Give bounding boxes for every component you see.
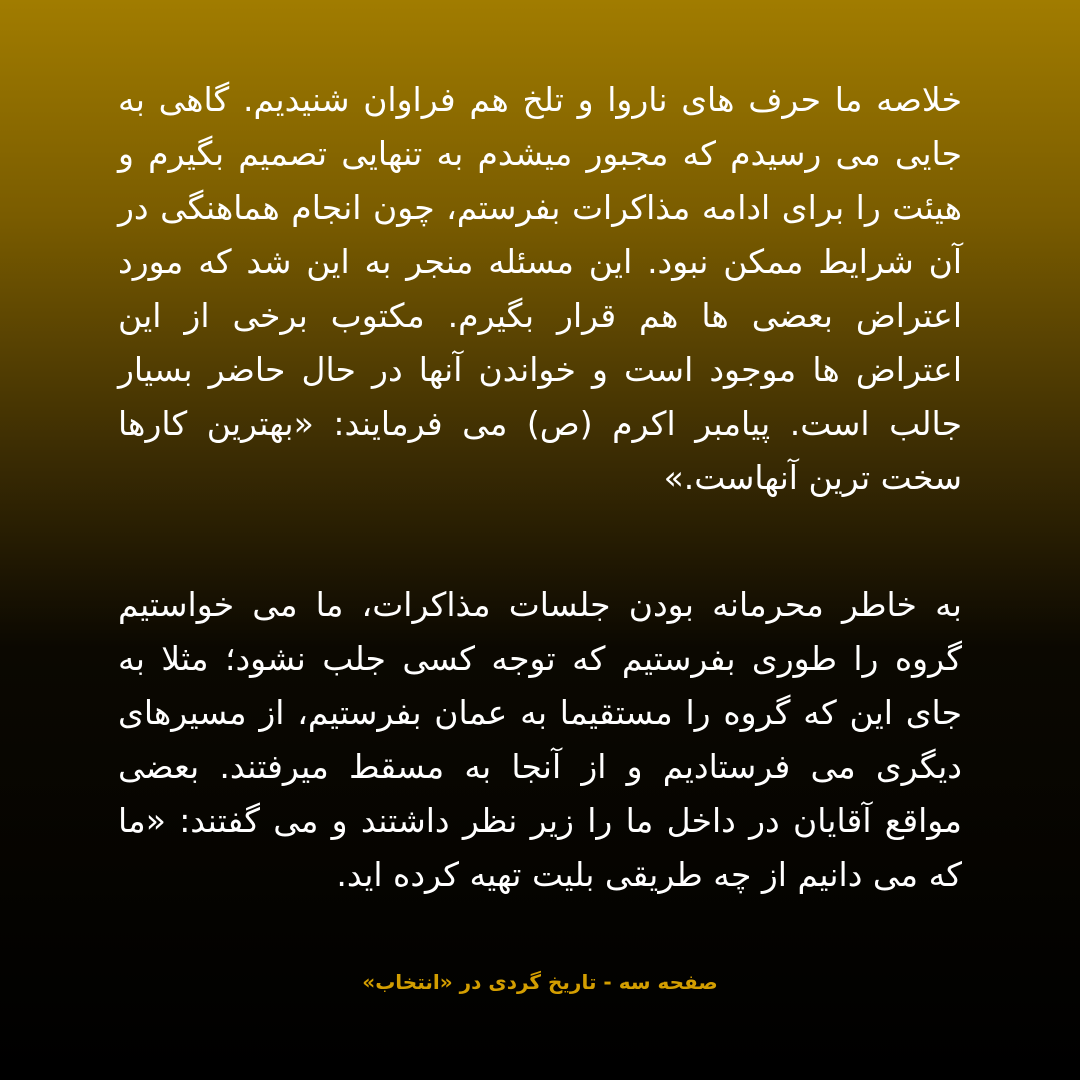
page-footer: صفحه سه - تاریخ گردی در «انتخاب» xyxy=(362,970,718,994)
paragraph-1: خلاصه ما حرف های ناروا و تلخ هم فراوان شنیدیم. گاهی به جایی می رسیدم که مجبور میشدم به تنهایی تصمیم بگیرم و هیئت را برای ادامه مذاکرات بفرستم، چون انجام هماهنگی در آن شرایط ممکن نبود. این مسئله منجر به این شد که مورد اعتراض بعضی ها هم قرار بگیرم. مکتوب برخی از این اعتراض ها موجود است و خواندن آنها در حال حاضر بسیار جالب است. پیامبر اکرم (ص) می فرمایند: «بهترین کارها سخت ترین آنهاست.» xyxy=(118,80,962,497)
paragraph-2: به خاطر محرمانه بودن جلسات مذاکرات، ما می خواستیم گروه را طوری بفرستیم که توجه کسی جلب نشود؛ مثلا به جای این که گروه را مستقیما به عمان بفرستیم، از مسیرهای دیگری می فرستادیم و از آنجا به مسقط میرفتند. بعضی مواقع آقایان در داخل ما را زیر نظر داشتند و می گفتند: «ما که می دانیم از چه طریقی بلیت تهیه کرده اید. xyxy=(118,585,962,894)
